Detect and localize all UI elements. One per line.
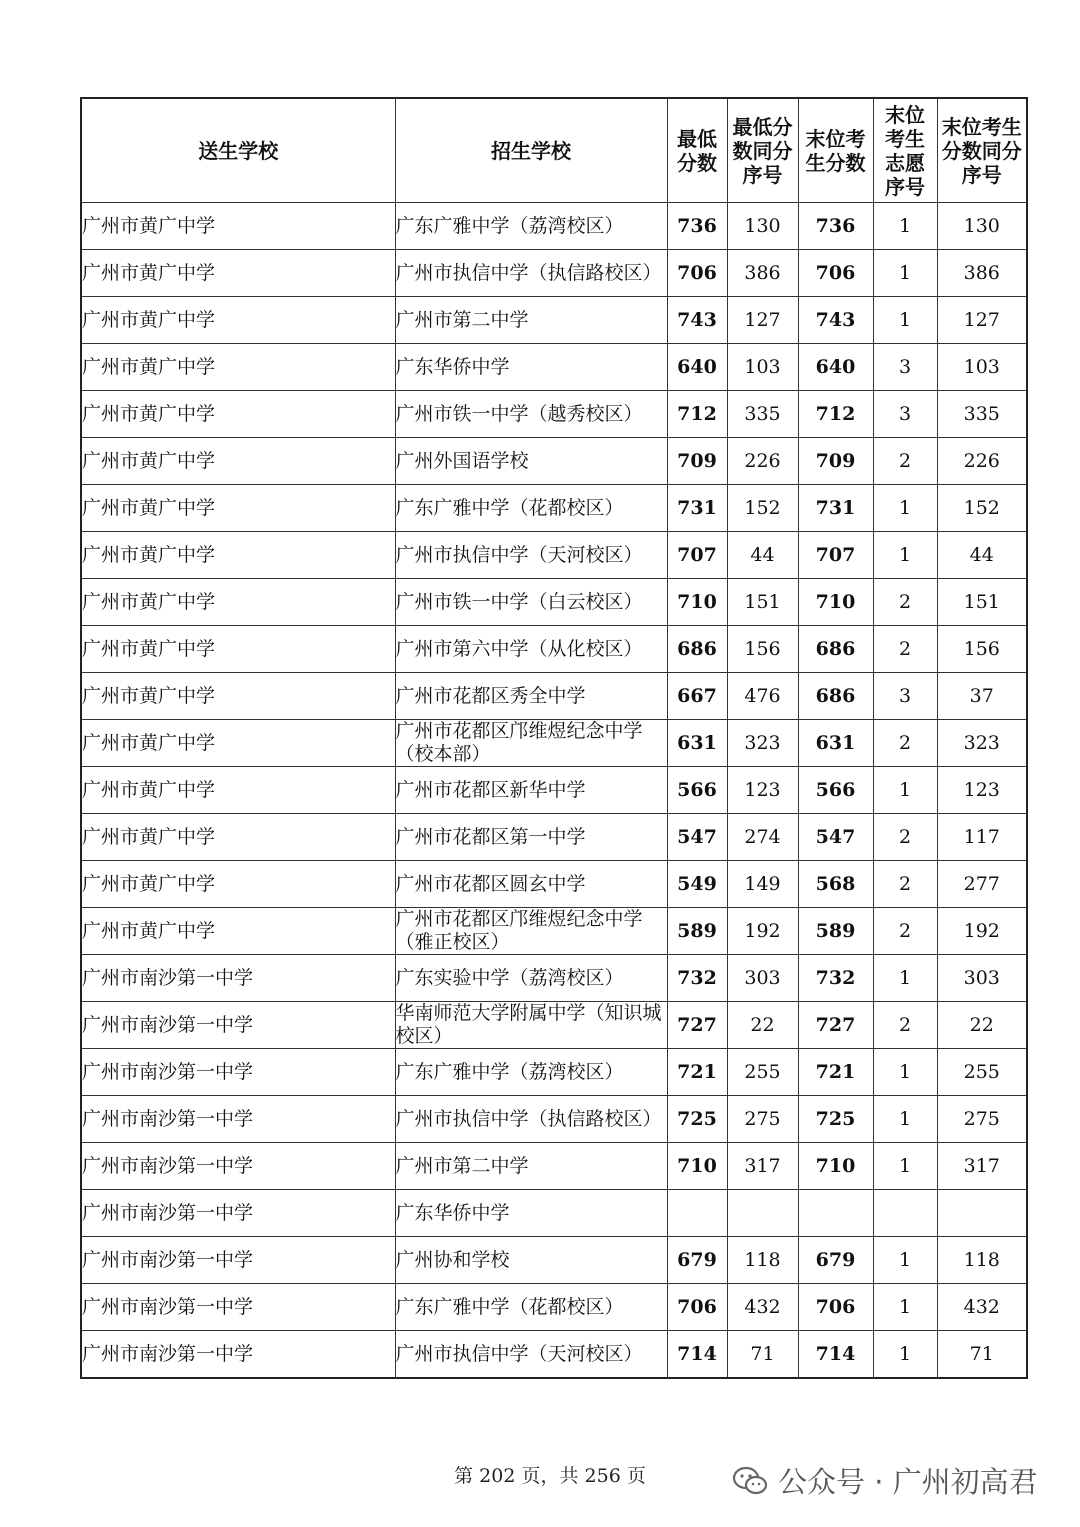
last-score-cell: 679 xyxy=(798,1237,873,1284)
last-score-cell: 725 xyxy=(798,1096,873,1143)
last-score-cell: 709 xyxy=(798,438,873,485)
last-rank-cell: 151 xyxy=(937,579,1027,626)
send-school-cell: 广州市南沙第一中学 xyxy=(81,1331,395,1379)
last-choice-cell: 1 xyxy=(873,1096,937,1143)
send-school-cell: 广州市黄广中学 xyxy=(81,767,395,814)
table-row xyxy=(81,344,1027,391)
min-rank-cell xyxy=(727,1190,798,1237)
min-score-cell: 712 xyxy=(667,391,727,438)
table-row xyxy=(81,626,1027,673)
send-school-cell: 广州市黄广中学 xyxy=(81,297,395,344)
table-row xyxy=(81,1190,1027,1237)
last-rank-cell: 22 xyxy=(937,1002,1027,1049)
recv-school-cell: 广东广雅中学（荔湾校区） xyxy=(395,1049,667,1096)
last-score-cell: 736 xyxy=(798,203,873,250)
table-row xyxy=(81,532,1027,579)
last-score-cell: 568 xyxy=(798,861,873,908)
min-rank-cell: 103 xyxy=(727,344,798,391)
min-score-cell: 549 xyxy=(667,861,727,908)
send-school-cell: 广州市南沙第一中学 xyxy=(81,1190,395,1237)
table-row xyxy=(81,955,1027,1002)
min-score-cell: 709 xyxy=(667,438,727,485)
recv-school-cell: 广州市第二中学 xyxy=(395,297,667,344)
last-rank-cell: 432 xyxy=(937,1284,1027,1331)
last-rank-cell: 130 xyxy=(937,203,1027,250)
last-rank-cell: 156 xyxy=(937,626,1027,673)
last-choice-cell: 2 xyxy=(873,579,937,626)
last-choice-cell: 2 xyxy=(873,720,937,767)
last-choice-cell: 1 xyxy=(873,1143,937,1190)
watermark xyxy=(732,1460,1038,1501)
min-rank-cell: 44 xyxy=(727,532,798,579)
last-score-cell: 706 xyxy=(798,1284,873,1331)
last-rank-cell: 335 xyxy=(937,391,1027,438)
min-rank-cell: 22 xyxy=(727,1002,798,1049)
recv-school-cell: 广东广雅中学（荔湾校区） xyxy=(395,203,667,250)
recv-school-cell: 广州市花都区圆玄中学 xyxy=(395,861,667,908)
last-choice-cell: 1 xyxy=(873,955,937,1002)
min-rank-cell: 432 xyxy=(727,1284,798,1331)
last-choice-cell: 1 xyxy=(873,1331,937,1379)
last-choice-cell: 1 xyxy=(873,532,937,579)
table-row xyxy=(81,1284,1027,1331)
table-row xyxy=(81,250,1027,297)
send-school-cell: 广州市南沙第一中学 xyxy=(81,1284,395,1331)
last-choice-cell: 1 xyxy=(873,1237,937,1284)
min-rank-cell: 226 xyxy=(727,438,798,485)
watermark-text: 公众号 · 广州初高君 xyxy=(778,1465,1038,1499)
last-rank-cell: 103 xyxy=(937,344,1027,391)
last-score-cell xyxy=(798,1190,873,1237)
min-rank-cell: 476 xyxy=(727,673,798,720)
last-rank-cell: 226 xyxy=(937,438,1027,485)
send-school-cell: 广州市黄广中学 xyxy=(81,626,395,673)
table-row xyxy=(81,1331,1027,1379)
recv-school-cell: 广州市铁一中学（越秀校区） xyxy=(395,391,667,438)
table-row xyxy=(81,1096,1027,1143)
table-row xyxy=(81,1002,1027,1049)
last-rank-cell: 323 xyxy=(937,720,1027,767)
send-school-cell: 广州市南沙第一中学 xyxy=(81,1049,395,1096)
send-school-cell: 广州市黄广中学 xyxy=(81,203,395,250)
send-school-cell: 广州市黄广中学 xyxy=(81,814,395,861)
last-choice-cell: 1 xyxy=(873,297,937,344)
min-score-cell: 736 xyxy=(667,203,727,250)
min-score-cell: 710 xyxy=(667,1143,727,1190)
last-choice-cell: 2 xyxy=(873,908,937,955)
table-row xyxy=(81,720,1027,767)
recv-school-cell: 广东广雅中学（花都校区） xyxy=(395,485,667,532)
send-school-cell: 广州市黄广中学 xyxy=(81,532,395,579)
recv-school-cell: 广东华侨中学 xyxy=(395,1190,667,1237)
last-rank-cell: 192 xyxy=(937,908,1027,955)
last-choice-cell: 3 xyxy=(873,673,937,720)
last-rank-cell: 118 xyxy=(937,1237,1027,1284)
table-row xyxy=(81,767,1027,814)
last-score-cell: 686 xyxy=(798,673,873,720)
last-choice-cell: 2 xyxy=(873,814,937,861)
send-school-cell: 广州市黄广中学 xyxy=(81,438,395,485)
recv-school-cell: 广州市花都区邝维煜纪念中学（雅正校区） xyxy=(395,908,667,955)
last-rank-cell: 277 xyxy=(937,861,1027,908)
recv-school-cell: 广州市第六中学（从化校区） xyxy=(395,626,667,673)
last-choice-cell: 1 xyxy=(873,1049,937,1096)
table-row xyxy=(81,1143,1027,1190)
last-rank-cell: 37 xyxy=(937,673,1027,720)
min-rank-cell: 192 xyxy=(727,908,798,955)
min-rank-cell: 323 xyxy=(727,720,798,767)
min-rank-cell: 130 xyxy=(727,203,798,250)
last-score-cell: 712 xyxy=(798,391,873,438)
last-rank-cell: 386 xyxy=(937,250,1027,297)
last-rank-cell: 127 xyxy=(937,297,1027,344)
last-choice-cell: 2 xyxy=(873,861,937,908)
recv-school-cell: 广东实验中学（荔湾校区） xyxy=(395,955,667,1002)
last-rank-cell: 44 xyxy=(937,532,1027,579)
header-row xyxy=(81,98,1027,203)
col-header-send-school: 送生学校 xyxy=(81,98,395,203)
min-rank-cell: 127 xyxy=(727,297,798,344)
min-rank-cell: 149 xyxy=(727,861,798,908)
last-choice-cell: 1 xyxy=(873,203,937,250)
col-header-recv-school: 招生学校 xyxy=(395,98,667,203)
min-score-cell: 566 xyxy=(667,767,727,814)
col-header-min-rank: 最低分 数同分 序号 xyxy=(727,98,798,203)
recv-school-cell: 广东广雅中学（花都校区） xyxy=(395,1284,667,1331)
last-score-cell: 589 xyxy=(798,908,873,955)
last-rank-cell: 152 xyxy=(937,485,1027,532)
col-header-last-rank: 末位考生 分数同分 序号 xyxy=(937,98,1027,203)
recv-school-cell: 华南师范大学附属中学（知识城校区） xyxy=(395,1002,667,1049)
min-score-cell: 731 xyxy=(667,485,727,532)
recv-school-cell: 广州市铁一中学（白云校区） xyxy=(395,579,667,626)
send-school-cell: 广州市黄广中学 xyxy=(81,720,395,767)
last-choice-cell: 1 xyxy=(873,485,937,532)
send-school-cell: 广州市南沙第一中学 xyxy=(81,1237,395,1284)
min-rank-cell: 317 xyxy=(727,1143,798,1190)
table-row xyxy=(81,1237,1027,1284)
table-row xyxy=(81,1049,1027,1096)
last-score-cell: 743 xyxy=(798,297,873,344)
recv-school-cell: 广州市第二中学 xyxy=(395,1143,667,1190)
last-rank-cell: 255 xyxy=(937,1049,1027,1096)
send-school-cell: 广州市南沙第一中学 xyxy=(81,1143,395,1190)
table-row xyxy=(81,485,1027,532)
last-score-cell: 732 xyxy=(798,955,873,1002)
last-choice-cell: 2 xyxy=(873,438,937,485)
last-rank-cell xyxy=(937,1190,1027,1237)
table-row xyxy=(81,861,1027,908)
send-school-cell: 广州市黄广中学 xyxy=(81,485,395,532)
wechat-icon xyxy=(732,1465,768,1497)
min-score-cell xyxy=(667,1190,727,1237)
recv-school-cell: 广州市花都区邝维煜纪念中学（校本部） xyxy=(395,720,667,767)
min-rank-cell: 275 xyxy=(727,1096,798,1143)
min-score-cell: 631 xyxy=(667,720,727,767)
send-school-cell: 广州市黄广中学 xyxy=(81,250,395,297)
send-school-cell: 广州市黄广中学 xyxy=(81,861,395,908)
table-row xyxy=(81,203,1027,250)
table-body xyxy=(81,203,1027,1379)
min-score-cell: 710 xyxy=(667,579,727,626)
send-school-cell: 广州市黄广中学 xyxy=(81,908,395,955)
col-header-last-score: 末位考 生分数 xyxy=(798,98,873,203)
recv-school-cell: 广州市花都区秀全中学 xyxy=(395,673,667,720)
table-row xyxy=(81,673,1027,720)
min-score-cell: 707 xyxy=(667,532,727,579)
recv-school-cell: 广东华侨中学 xyxy=(395,344,667,391)
col-header-min-score: 最低 分数 xyxy=(667,98,727,203)
min-score-cell: 640 xyxy=(667,344,727,391)
table-row xyxy=(81,908,1027,955)
min-score-cell: 547 xyxy=(667,814,727,861)
recv-school-cell: 广州外国语学校 xyxy=(395,438,667,485)
last-score-cell: 731 xyxy=(798,485,873,532)
last-score-cell: 710 xyxy=(798,579,873,626)
min-score-cell: 732 xyxy=(667,955,727,1002)
last-choice-cell: 1 xyxy=(873,767,937,814)
min-rank-cell: 274 xyxy=(727,814,798,861)
min-score-cell: 679 xyxy=(667,1237,727,1284)
min-score-cell: 667 xyxy=(667,673,727,720)
recv-school-cell: 广州市执信中学（执信路校区） xyxy=(395,250,667,297)
send-school-cell: 广州市黄广中学 xyxy=(81,391,395,438)
recv-school-cell: 广州市花都区新华中学 xyxy=(395,767,667,814)
page-number: 第 202 页，共 256 页 xyxy=(454,1465,646,1487)
last-rank-cell: 71 xyxy=(937,1331,1027,1379)
col-header-last-choice: 末位 考生 志愿 序号 xyxy=(873,98,937,203)
last-score-cell: 631 xyxy=(798,720,873,767)
min-score-cell: 706 xyxy=(667,250,727,297)
send-school-cell: 广州市黄广中学 xyxy=(81,579,395,626)
last-rank-cell: 317 xyxy=(937,1143,1027,1190)
last-score-cell: 706 xyxy=(798,250,873,297)
table-row xyxy=(81,579,1027,626)
last-rank-cell: 123 xyxy=(937,767,1027,814)
recv-school-cell: 广州协和学校 xyxy=(395,1237,667,1284)
min-score-cell: 706 xyxy=(667,1284,727,1331)
last-choice-cell: 1 xyxy=(873,250,937,297)
table-row xyxy=(81,391,1027,438)
min-score-cell: 727 xyxy=(667,1002,727,1049)
recv-school-cell: 广州市执信中学（天河校区） xyxy=(395,1331,667,1379)
last-score-cell: 714 xyxy=(798,1331,873,1379)
min-score-cell: 725 xyxy=(667,1096,727,1143)
table-row xyxy=(81,297,1027,344)
min-rank-cell: 151 xyxy=(727,579,798,626)
send-school-cell: 广州市黄广中学 xyxy=(81,344,395,391)
min-rank-cell: 118 xyxy=(727,1237,798,1284)
last-score-cell: 640 xyxy=(798,344,873,391)
last-score-cell: 686 xyxy=(798,626,873,673)
last-rank-cell: 275 xyxy=(937,1096,1027,1143)
last-score-cell: 727 xyxy=(798,1002,873,1049)
recv-school-cell: 广州市执信中学（天河校区） xyxy=(395,532,667,579)
send-school-cell: 广州市南沙第一中学 xyxy=(81,1002,395,1049)
min-rank-cell: 335 xyxy=(727,391,798,438)
min-score-cell: 721 xyxy=(667,1049,727,1096)
min-rank-cell: 156 xyxy=(727,626,798,673)
last-score-cell: 566 xyxy=(798,767,873,814)
last-choice-cell xyxy=(873,1190,937,1237)
min-score-cell: 714 xyxy=(667,1331,727,1379)
min-rank-cell: 152 xyxy=(727,485,798,532)
admissions-table xyxy=(80,97,1028,1379)
min-score-cell: 743 xyxy=(667,297,727,344)
last-rank-cell: 303 xyxy=(937,955,1027,1002)
recv-school-cell: 广州市执信中学（执信路校区） xyxy=(395,1096,667,1143)
last-choice-cell: 3 xyxy=(873,344,937,391)
last-score-cell: 547 xyxy=(798,814,873,861)
send-school-cell: 广州市南沙第一中学 xyxy=(81,1096,395,1143)
last-score-cell: 721 xyxy=(798,1049,873,1096)
last-choice-cell: 3 xyxy=(873,391,937,438)
min-rank-cell: 71 xyxy=(727,1331,798,1379)
last-score-cell: 710 xyxy=(798,1143,873,1190)
table-row xyxy=(81,438,1027,485)
min-rank-cell: 386 xyxy=(727,250,798,297)
last-choice-cell: 2 xyxy=(873,626,937,673)
recv-school-cell: 广州市花都区第一中学 xyxy=(395,814,667,861)
last-rank-cell: 117 xyxy=(937,814,1027,861)
min-rank-cell: 255 xyxy=(727,1049,798,1096)
send-school-cell: 广州市南沙第一中学 xyxy=(81,955,395,1002)
send-school-cell: 广州市黄广中学 xyxy=(81,673,395,720)
last-score-cell: 707 xyxy=(798,532,873,579)
min-rank-cell: 303 xyxy=(727,955,798,1002)
min-rank-cell: 123 xyxy=(727,767,798,814)
min-score-cell: 589 xyxy=(667,908,727,955)
last-choice-cell: 1 xyxy=(873,1284,937,1331)
min-score-cell: 686 xyxy=(667,626,727,673)
last-choice-cell: 2 xyxy=(873,1002,937,1049)
table-row xyxy=(81,814,1027,861)
